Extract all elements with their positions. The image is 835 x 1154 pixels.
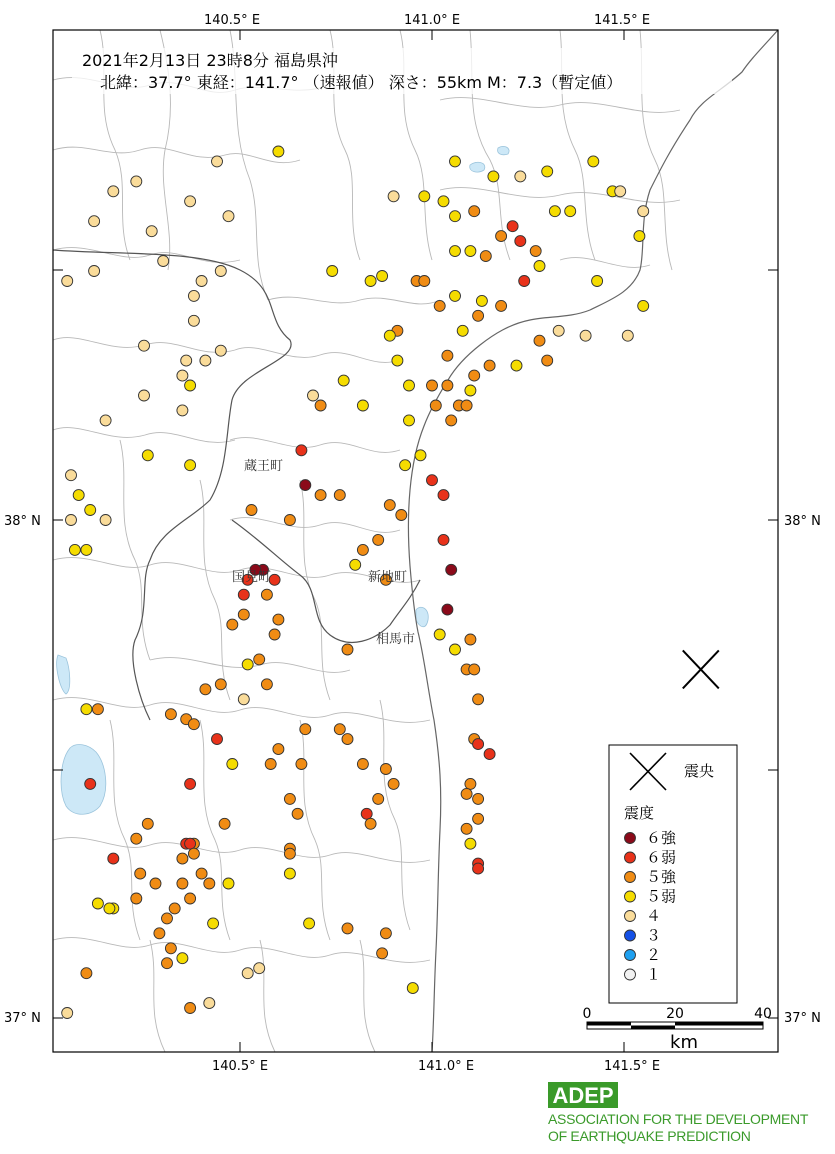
station-marker (108, 853, 119, 864)
station-marker (81, 968, 92, 979)
station-marker (177, 370, 188, 381)
station-marker (434, 629, 445, 640)
station-marker (592, 276, 603, 287)
station-marker (108, 186, 119, 197)
station-marker (81, 704, 92, 715)
station-marker (292, 808, 303, 819)
station-marker (308, 390, 319, 401)
station-marker (188, 315, 199, 326)
legend-swatch (625, 852, 636, 863)
station-marker (131, 893, 142, 904)
station-marker (92, 898, 103, 909)
station-marker (81, 544, 92, 555)
station-marker (515, 236, 526, 247)
legend-label: ５弱 (646, 887, 677, 906)
station-marker (238, 609, 249, 620)
station-marker (89, 266, 100, 277)
station-marker (565, 206, 576, 217)
station-marker (334, 490, 345, 501)
station-marker (139, 390, 150, 401)
station-marker (66, 470, 77, 481)
station-marker (89, 216, 100, 227)
station-marker (473, 310, 484, 321)
station-marker (188, 290, 199, 301)
station-marker (438, 196, 449, 207)
station-marker (465, 778, 476, 789)
station-marker (465, 246, 476, 257)
scale-seg-1 (587, 1022, 631, 1026)
station-marker (392, 355, 403, 366)
station-marker (238, 589, 249, 600)
station-marker (165, 709, 176, 720)
station-marker (215, 679, 226, 690)
station-marker (327, 266, 338, 277)
station-marker (434, 300, 445, 311)
legend-swatch (625, 872, 636, 883)
legend-label: ６弱 (646, 848, 677, 867)
station-marker (496, 231, 507, 242)
legend-label: ６強 (646, 829, 677, 847)
station-marker (461, 788, 472, 799)
station-marker (227, 619, 238, 630)
station-marker (638, 300, 649, 311)
station-marker (185, 380, 196, 391)
lon-tick-top-3: 141.5° E (593, 13, 651, 28)
station-marker (177, 853, 188, 864)
station-marker (496, 300, 507, 311)
station-marker (261, 589, 272, 600)
station-marker (519, 276, 530, 287)
station-marker (446, 564, 457, 575)
station-marker (139, 340, 150, 351)
lon-tick-bottom-2: 141.0° E (417, 1059, 475, 1074)
station-marker (135, 868, 146, 879)
station-marker (530, 246, 541, 257)
station-marker (480, 251, 491, 262)
station-marker (457, 325, 468, 336)
adep-line-1: ASSOCIATION FOR THE DEVELOPMENT (548, 1111, 809, 1127)
station-marker (304, 918, 315, 929)
station-marker (542, 355, 553, 366)
station-marker (204, 998, 215, 1009)
station-marker (461, 400, 472, 411)
station-marker (357, 544, 368, 555)
station-marker (261, 679, 272, 690)
station-marker (215, 266, 226, 277)
station-marker (415, 450, 426, 461)
station-marker (212, 734, 223, 745)
station-marker (427, 475, 438, 486)
station-marker (511, 360, 522, 371)
lake-small-3 (498, 146, 509, 154)
station-marker (377, 271, 388, 282)
station-marker (177, 405, 188, 416)
station-marker (66, 515, 77, 526)
station-marker (461, 823, 472, 834)
lat-tick-right-2: 37° N (784, 1011, 821, 1026)
station-marker (484, 749, 495, 760)
station-marker (377, 948, 388, 959)
legend-label: ３ (646, 926, 662, 945)
station-marker (188, 719, 199, 730)
station-marker (442, 604, 453, 615)
station-marker (142, 450, 153, 461)
station-marker (196, 276, 207, 287)
station-marker (284, 848, 295, 859)
station-marker (553, 325, 564, 336)
station-marker (549, 206, 560, 217)
station-marker (334, 724, 345, 735)
station-marker (338, 375, 349, 386)
station-marker (162, 913, 173, 924)
station-marker (185, 1003, 196, 1014)
header-line-1: 2021年2月13日 23時8分 福島県沖 (82, 51, 338, 70)
station-marker (446, 415, 457, 426)
lon-tick-bottom-1: 140.5° E (211, 1059, 269, 1074)
station-marker (580, 330, 591, 341)
station-marker (473, 694, 484, 705)
station-marker (442, 380, 453, 391)
lat-tick-left-2: 37° N (4, 1011, 41, 1026)
station-marker (238, 694, 249, 705)
station-marker (380, 764, 391, 775)
station-marker (473, 793, 484, 804)
station-marker (534, 261, 545, 272)
station-marker (450, 156, 461, 167)
station-marker (273, 744, 284, 755)
station-marker (200, 684, 211, 695)
station-marker (165, 943, 176, 954)
station-marker (254, 654, 265, 665)
header-line-2: 北緯：37.7° 東経：141.7° （速報値） 深さ：55km M：7.3（暫定値） (100, 73, 623, 92)
station-marker (534, 335, 545, 346)
station-marker (296, 759, 307, 770)
place-zao: 蔵王町 (244, 459, 284, 474)
station-marker (185, 778, 196, 789)
station-marker (438, 490, 449, 501)
station-marker (100, 415, 111, 426)
station-marker (181, 355, 192, 366)
station-marker (219, 818, 230, 829)
station-marker (465, 634, 476, 645)
legend-swatch (625, 833, 636, 844)
station-marker (284, 868, 295, 879)
station-marker (246, 505, 257, 516)
lake-small-2 (470, 162, 485, 172)
place-shinchi: 新地町 (368, 570, 408, 585)
station-marker (142, 818, 153, 829)
station-marker (177, 878, 188, 889)
legend-swatch (625, 969, 636, 980)
station-marker (185, 893, 196, 904)
station-marker (85, 778, 96, 789)
station-marker (515, 171, 526, 182)
station-marker (296, 445, 307, 456)
station-marker (185, 838, 196, 849)
station-marker (419, 276, 430, 287)
station-marker (265, 759, 276, 770)
station-marker (315, 400, 326, 411)
station-marker (407, 983, 418, 994)
legend-swatch (625, 911, 636, 922)
station-marker (419, 191, 430, 202)
station-marker (634, 231, 645, 242)
station-marker (430, 400, 441, 411)
legend (609, 745, 737, 1003)
station-marker (69, 544, 80, 555)
station-marker (465, 385, 476, 396)
station-marker (284, 793, 295, 804)
station-marker (162, 958, 173, 969)
station-marker (357, 400, 368, 411)
station-marker (342, 644, 353, 655)
station-marker (273, 614, 284, 625)
station-marker (350, 559, 361, 570)
station-marker (404, 415, 415, 426)
station-marker (188, 848, 199, 859)
legend-title: 震度 (624, 804, 655, 822)
station-marker (150, 878, 161, 889)
station-marker (473, 813, 484, 824)
station-marker (169, 903, 180, 914)
lon-tick-top-2: 141.0° E (403, 13, 461, 28)
station-marker (215, 345, 226, 356)
station-marker (92, 704, 103, 715)
station-marker (212, 156, 223, 167)
station-marker (104, 903, 115, 914)
scale-label-40: 40 (754, 1006, 772, 1022)
station-marker (450, 211, 461, 222)
station-marker (427, 380, 438, 391)
legend-swatch (625, 950, 636, 961)
station-marker (438, 534, 449, 545)
station-marker (488, 171, 499, 182)
lon-tick-top-1: 140.5° E (203, 13, 261, 28)
legend-label: ４ (646, 907, 662, 925)
station-marker (131, 833, 142, 844)
station-marker (146, 226, 157, 237)
scale-unit: km (670, 1032, 698, 1053)
station-marker (388, 191, 399, 202)
legend-label: ２ (646, 946, 662, 964)
station-marker (469, 370, 480, 381)
station-marker (300, 480, 311, 491)
station-marker (284, 515, 295, 526)
legend-swatch (625, 930, 636, 941)
station-marker (204, 878, 215, 889)
station-marker (254, 963, 265, 974)
station-marker (131, 176, 142, 187)
station-marker (154, 928, 165, 939)
station-marker (177, 953, 188, 964)
station-marker (357, 759, 368, 770)
scale-label-0: 0 (582, 1006, 592, 1022)
lon-tick-bottom-3: 141.5° E (603, 1059, 661, 1074)
adep-logo (548, 1082, 809, 1144)
station-marker (484, 360, 495, 371)
legend-epicenter-label: 震央 (684, 762, 715, 780)
station-marker (388, 778, 399, 789)
station-marker (469, 206, 480, 217)
station-marker (185, 196, 196, 207)
scale-seg-3 (675, 1022, 763, 1026)
station-marker (269, 629, 280, 640)
station-marker (588, 156, 599, 167)
legend-swatch (625, 891, 636, 902)
station-marker (469, 664, 480, 675)
station-marker (622, 330, 633, 341)
station-marker (638, 206, 649, 217)
station-marker (242, 968, 253, 979)
station-marker (450, 290, 461, 301)
station-marker (315, 490, 326, 501)
station-marker (476, 295, 487, 306)
station-marker (507, 221, 518, 232)
station-marker (361, 808, 372, 819)
station-marker (273, 146, 284, 157)
station-marker (242, 659, 253, 670)
legend-label: １ (646, 965, 662, 984)
legend-label: ５強 (646, 868, 677, 886)
station-marker (73, 490, 84, 501)
adep-line-2: OF EARTHQUAKE PREDICTION (548, 1128, 751, 1144)
station-marker (85, 505, 96, 516)
station-marker (384, 500, 395, 511)
station-marker (450, 246, 461, 257)
station-marker (615, 186, 626, 197)
station-marker (396, 510, 407, 521)
station-marker (196, 868, 207, 879)
station-marker (365, 276, 376, 287)
adep-logo-mark: ADEP (552, 1083, 614, 1108)
station-marker (342, 923, 353, 934)
station-marker (384, 330, 395, 341)
station-marker (473, 739, 484, 750)
station-marker (380, 928, 391, 939)
station-marker (100, 515, 111, 526)
station-marker (158, 256, 169, 267)
scale-seg-2 (631, 1026, 675, 1030)
station-marker (342, 734, 353, 745)
station-marker (400, 460, 411, 471)
place-kunimi: 国見町 (232, 570, 272, 585)
station-marker (200, 355, 211, 366)
station-marker (208, 918, 219, 929)
station-marker (442, 350, 453, 361)
station-marker (185, 460, 196, 471)
station-marker (227, 759, 238, 770)
station-marker (373, 534, 384, 545)
station-marker (300, 724, 311, 735)
station-marker (465, 838, 476, 849)
station-marker (223, 211, 234, 222)
station-marker (404, 380, 415, 391)
place-soma: 相馬市 (376, 632, 416, 647)
station-marker (373, 793, 384, 804)
station-marker (62, 1008, 73, 1019)
station-marker (473, 863, 484, 874)
lat-tick-right-1: 38° N (784, 514, 821, 529)
station-marker (450, 644, 461, 655)
station-marker (542, 166, 553, 177)
scale-label-20: 20 (666, 1006, 684, 1022)
lat-tick-left-1: 38° N (4, 514, 41, 529)
station-marker (365, 818, 376, 829)
station-marker (62, 276, 73, 287)
station-marker (223, 878, 234, 889)
